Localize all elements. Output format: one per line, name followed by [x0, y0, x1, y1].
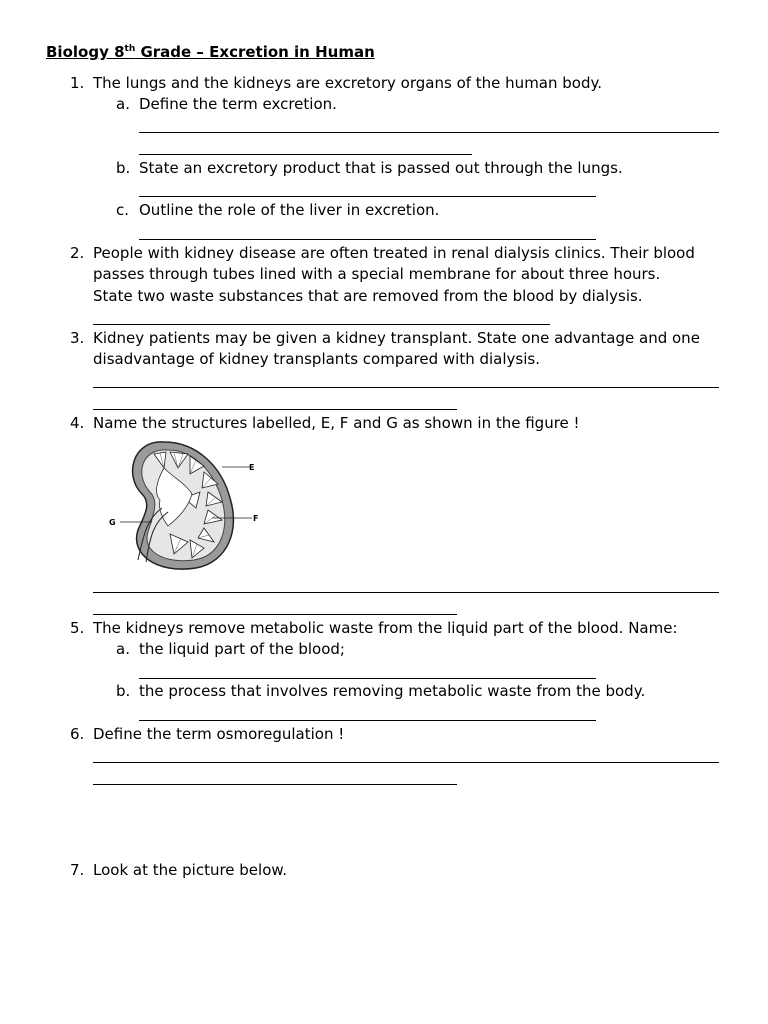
q1c-letter: c. [116, 201, 130, 219]
answer-line-q1b[interactable] [139, 196, 596, 197]
q1c-text: Outline the role of the liver in excretion. [139, 201, 440, 219]
answer-line-q4-2[interactable] [93, 614, 457, 615]
q1b-letter: b. [116, 159, 131, 177]
q1a-letter: a. [116, 95, 130, 113]
q1a-text: Define the term excretion. [139, 95, 337, 113]
answer-line-q5b[interactable] [139, 720, 596, 721]
answer-line-q3-1[interactable] [93, 387, 719, 388]
label-e: E [249, 463, 255, 472]
q6-number: 6. [70, 725, 85, 743]
q2-text-line-3: State two waste substances that are removed from the blood by dialysis. [93, 287, 643, 305]
q7-number: 7. [70, 861, 85, 879]
q2-text-line-2: passes through tubes lined with a special membrane for about three hours. [93, 265, 661, 283]
answer-line-q3-2[interactable] [93, 409, 457, 410]
q5-text: The kidneys remove metabolic waste from the liquid part of the blood. Name: [93, 619, 678, 637]
q3-text-line-1: Kidney patients may be given a kidney transplant. State one advantage and one [93, 329, 700, 347]
q4-number: 4. [70, 414, 85, 432]
answer-line-q2[interactable] [93, 324, 550, 325]
q5b-text: the process that involves removing metabolic waste from the body. [139, 682, 646, 700]
q3-number: 3. [70, 329, 85, 347]
q4-text: Name the structures labelled, E, F and G as shown in the figure ! [93, 414, 580, 432]
answer-line-q6-1[interactable] [93, 762, 719, 763]
answer-line-q1a-2[interactable] [139, 154, 472, 155]
label-f: F [253, 514, 259, 523]
q2-text-line-1: People with kidney disease are often treated in renal dialysis clinics. Their blood [93, 244, 695, 262]
q6-text: Define the term osmoregulation ! [93, 725, 345, 743]
q5a-letter: a. [116, 640, 130, 658]
answer-line-q1c[interactable] [139, 239, 596, 240]
q1-number: 1. [70, 74, 85, 92]
q3-text-line-2: disadvantage of kidney transplants compared with dialysis. [93, 350, 540, 368]
answer-line-q4-1[interactable] [93, 592, 719, 593]
answer-line-q1a-1[interactable] [139, 132, 719, 133]
q5b-letter: b. [116, 682, 131, 700]
q5a-text: the liquid part of the blood; [139, 640, 345, 658]
kidney-figure [104, 438, 264, 574]
q2-number: 2. [70, 244, 85, 262]
q1b-text: State an excretory product that is passed out through the lungs. [139, 159, 623, 177]
page-title: Biology 8th Grade – Excretion in Human [46, 43, 375, 61]
label-g: G [109, 518, 116, 527]
answer-line-q6-2[interactable] [93, 784, 457, 785]
q5-number: 5. [70, 619, 85, 637]
q7-text: Look at the picture below. [93, 861, 288, 879]
q1-text: The lungs and the kidneys are excretory organs of the human body. [93, 74, 602, 92]
answer-line-q5a[interactable] [139, 678, 596, 679]
